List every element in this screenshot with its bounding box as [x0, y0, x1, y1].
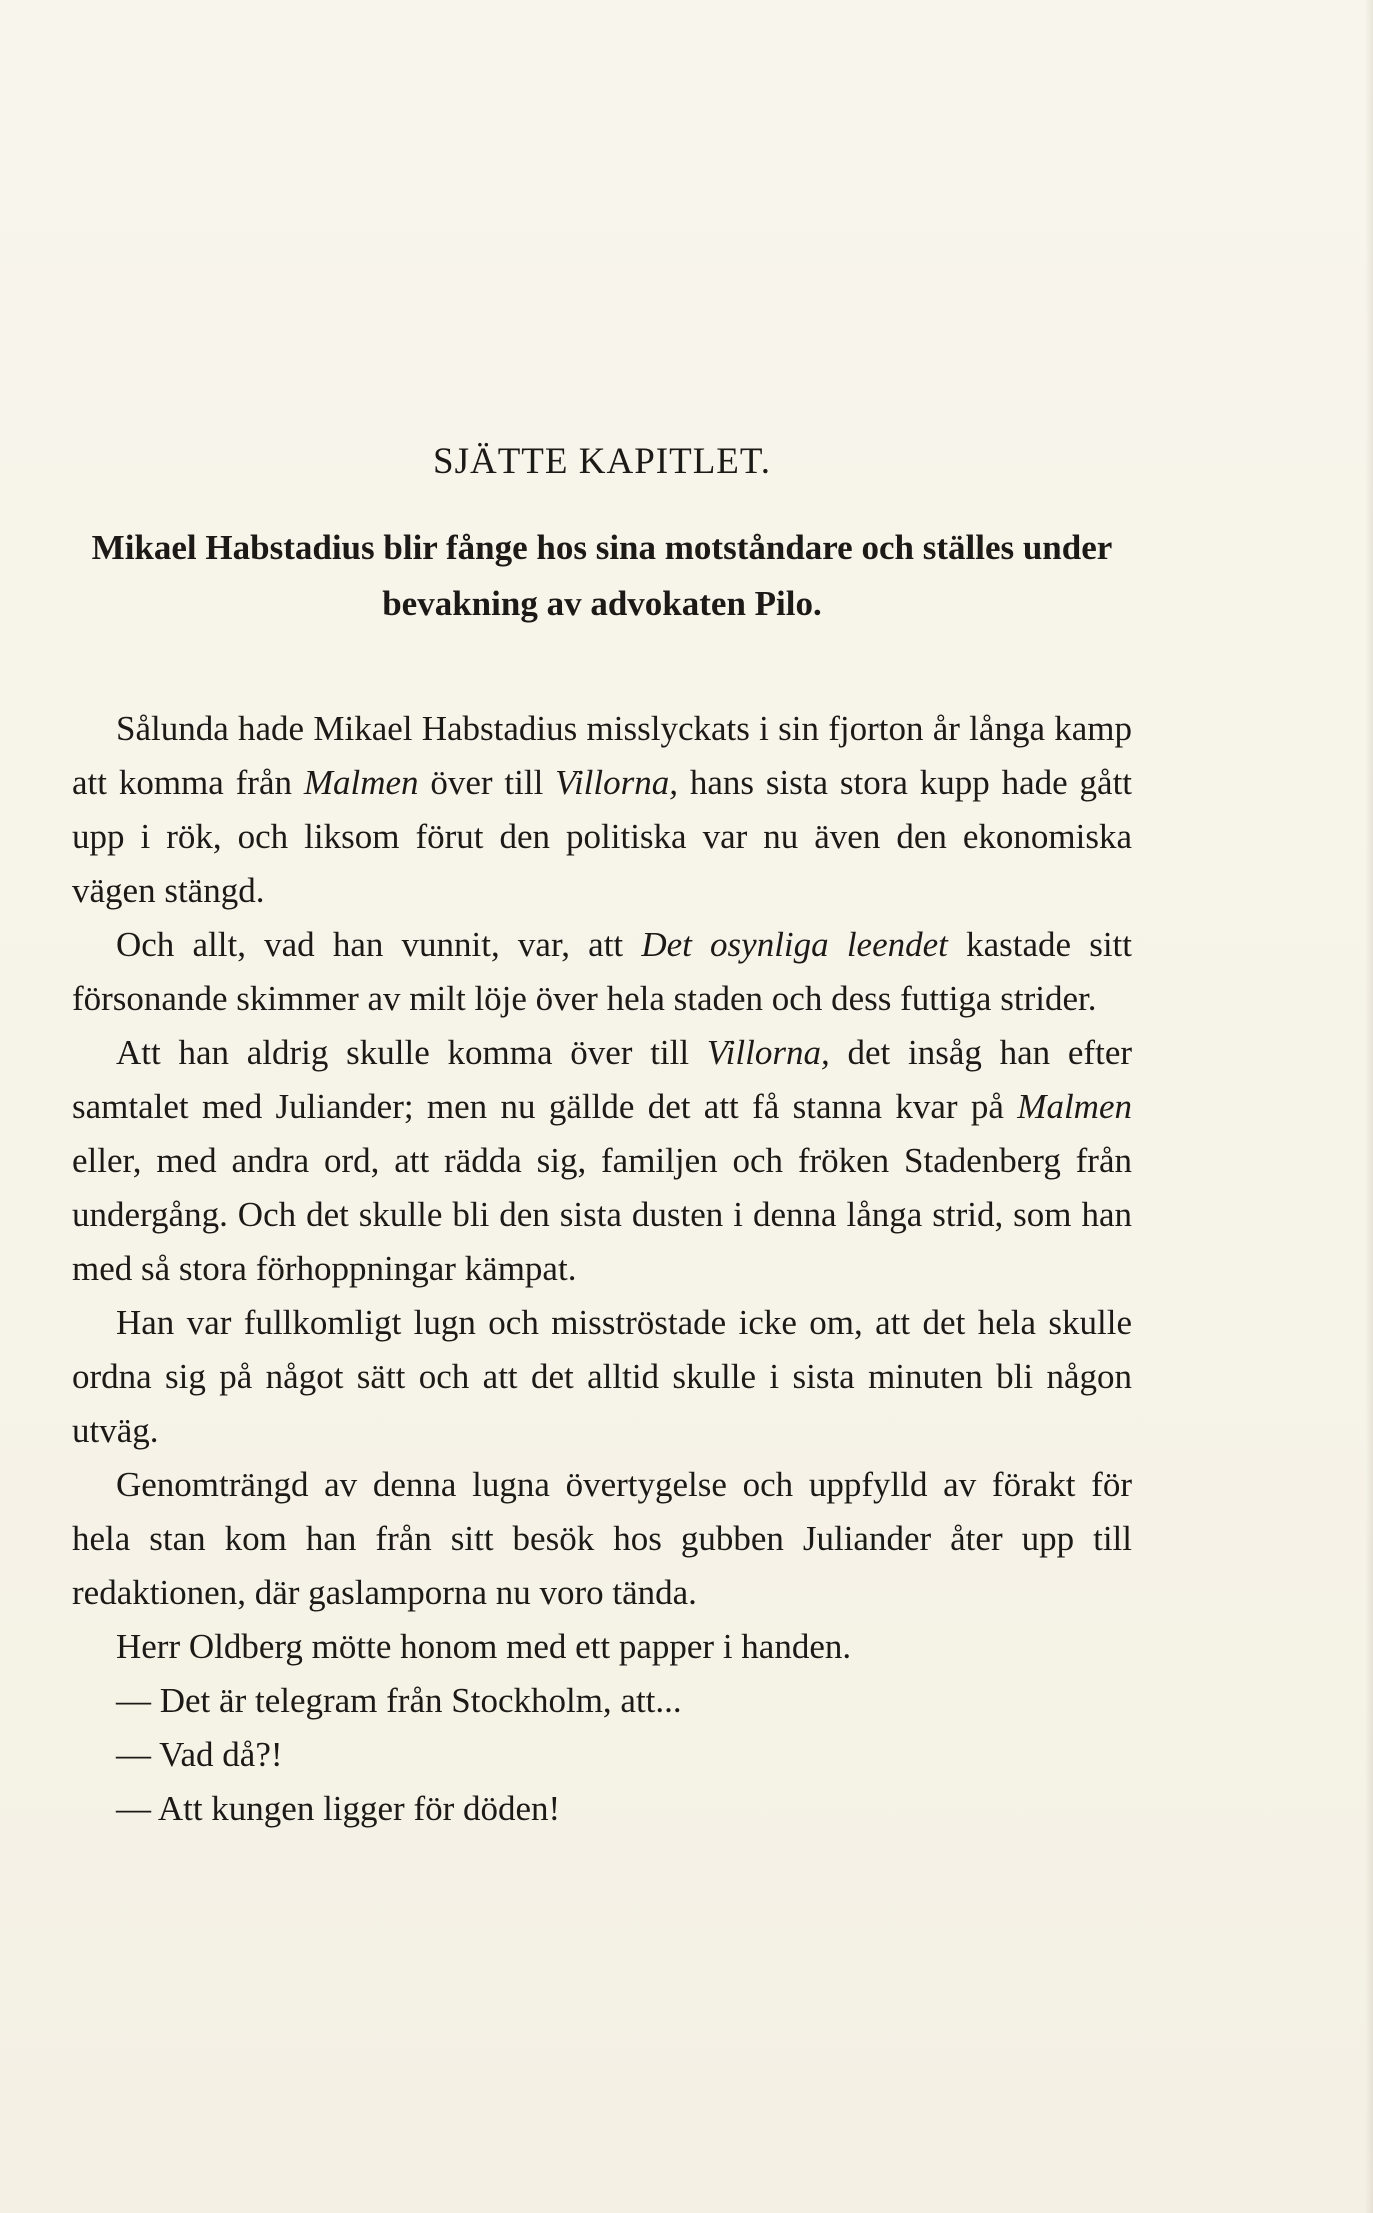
page-edge-shadow: [1365, 0, 1373, 2213]
body-paragraph: [72, 1458, 1132, 1620]
paragraph-text: Han var fullkomligt lugn och misströstade icke om, att det hela skulle ordna sig på något sätt och att det alltid skulle i sista minuten bli någon utväg.: [72, 1303, 1132, 1451]
dialogue-line: — Det är telegram från Stockholm, att...: [116, 1681, 682, 1721]
paragraph-text: över till: [418, 763, 556, 803]
paragraph-text: det insåg han efter samtalet med Juliander; men nu gällde det att få stanna kvar på: [72, 1033, 1133, 1127]
italic-text: Malmen: [303, 763, 419, 803]
dialogue-line: — Att kungen ligger för döden!: [116, 1789, 561, 1829]
body-paragraphs: [72, 702, 1132, 1674]
text-block: [72, 440, 1132, 1836]
dialogue-line: — Vad då?!: [116, 1735, 283, 1775]
paragraph-text: Sålunda hade Mikael Habstadius misslyckats i sin fjorton år långa kamp att komma från: [72, 709, 1132, 803]
body-paragraph: [72, 1296, 1132, 1458]
body-paragraph: [72, 1620, 1132, 1674]
chapter-synopsis: Mikael Habstadius blir fånge hos sina motståndare och ställes under bevakning av advokaten Pilo.: [91, 528, 1113, 624]
paragraph-text: Att han aldrig skulle komma över till: [116, 1033, 707, 1073]
body-paragraph: [72, 918, 1132, 1026]
italic-text: Det osynliga leendet: [641, 925, 948, 965]
paragraph-text: kastade sitt försonande skimmer av milt löje över hela staden och dess futtiga strider.: [72, 925, 1132, 1019]
dialogue-lines: [72, 1674, 1132, 1836]
paragraph-text: Herr Oldberg mötte honom med ett papper i handen.: [116, 1627, 852, 1667]
paragraph-text: Genomträngd av denna lugna övertygelse och uppfylld av förakt för hela stan kom han från sitt besök hos gubben Juliander åter upp till redaktionen, där gaslamporna nu voro tända.: [72, 1465, 1132, 1613]
paragraph-text: Och allt, vad han vunnit, var, att: [116, 925, 642, 965]
paragraph-text: hans sista stora kupp hade gått upp i rök, och liksom förut den politiska var nu även den ekonomiska vägen stängd.: [72, 763, 1133, 911]
italic-text: Villorna,: [555, 763, 678, 803]
paragraph-text: eller, med andra ord, att rädda sig, familjen och fröken Stadenberg från undergång. Och det skulle bli den sista dusten i denna långa strid, som han med så stora förhoppningar kämpat.: [72, 1141, 1132, 1289]
chapter-heading: SJÄTTE KAPITLET.: [433, 441, 771, 482]
italic-text: Villorna,: [706, 1033, 830, 1073]
italic-text: Malmen: [1017, 1087, 1132, 1127]
body-paragraph: [72, 702, 1132, 918]
body-paragraph: [72, 1026, 1132, 1296]
